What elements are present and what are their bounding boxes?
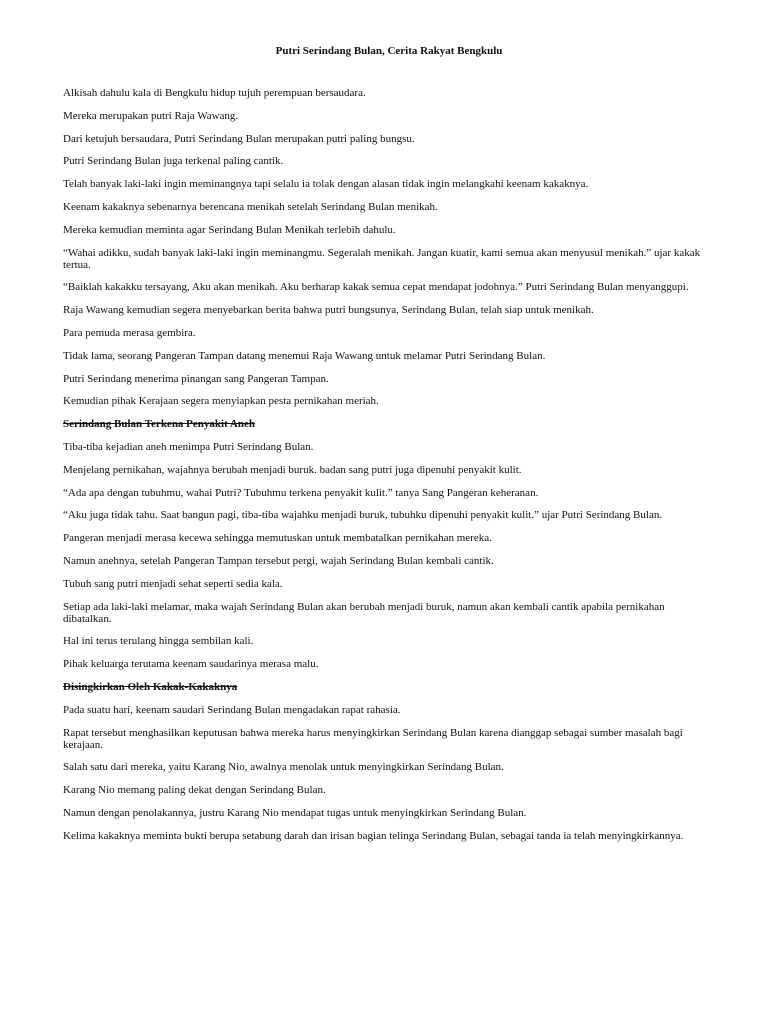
document-title: Putri Serindang Bulan, Cerita Rakyat Bengkulu: [275, 45, 503, 57]
paragraph: Mereka merupakan putri Raja Wawang.: [63, 109, 239, 122]
paragraph: “Ada apa dengan tubuhmu, wahai Putri? Tubuhmu terkena penyakit kulit.” tanya Sang Pangeran keheranan.: [63, 486, 539, 499]
paragraph: Pada suatu hari, keenam saudari Serindang Bulan mengadakan rapat rahasia.: [63, 703, 401, 716]
paragraph: Tubuh sang putri menjadi sehat seperti sedia kala.: [63, 577, 283, 590]
paragraph: Hal ini terus terulang hingga sembilan kali.: [63, 635, 254, 648]
paragraph: Namun anehnya, setelah Pangeran Tampan tersebut pergi, wajah Serindang Bulan kembali cantik.: [63, 554, 494, 567]
paragraph: Raja Wawang kemudian segera menyebarkan berita bahwa putri bungsunya, Serindang Bulan, telah siap untuk menikah.: [63, 304, 594, 317]
paragraph: Keenam kakaknya sebenarnya berencana menikah setelah Serindang Bulan menikah.: [63, 200, 438, 213]
paragraph: “Baiklah kakakku tersayang, Aku akan menikah. Aku berharap kakak semua cepat mendapat jodohnya.” Putri Serindang Bulan menyanggupi.: [63, 281, 689, 294]
paragraph: Tidak lama, seorang Pangeran Tampan datang menemui Raja Wawang untuk melamar Putri Serindang Bulan.: [63, 349, 546, 362]
document-body: [63, 87, 715, 842]
document-page: [63, 44, 715, 853]
paragraph: Salah satu dari mereka, yaitu Karang Nio, awalnya menolak untuk menyingkirkan Serindang Bulan.: [63, 761, 504, 774]
paragraph: Mereka kemudian meminta agar Serindang Bulan Menikah terlebih dahulu.: [63, 223, 396, 236]
paragraph: Para pemuda merasa gembira.: [63, 326, 196, 339]
paragraph: Putri Serindang menerima pinangan sang Pangeran Tampan.: [63, 372, 329, 385]
paragraph: Putri Serindang Bulan juga terkenal paling cantik.: [63, 155, 284, 168]
paragraph: Setiap ada laki-laki melamar, maka wajah Serindang Bulan akan berubah menjadi buruk, namun akan kembali cantik apabila pernikahan dibatalkan.: [63, 600, 665, 625]
paragraph: Kelima kakaknya meminta bukti berupa setabung darah dan irisan bagian telinga Serindang Bulan, sebagai tanda ia telah menyingkirkannya.: [63, 829, 684, 842]
paragraph: Kemudian pihak Kerajaan segera menyiapkan pesta pernikahan meriah.: [63, 395, 379, 408]
paragraph: Rapat tersebut menghasilkan keputusan bahwa mereka harus menyingkirkan Serindang Bulan karena dianggap sebagai sumber masalah bagi kerajaan.: [63, 726, 683, 751]
paragraph: Telah banyak laki-laki ingin meminangnya tapi selalu ia tolak dengan alasan tidak ingin melangkahi keenam kakaknya.: [63, 178, 589, 191]
section-heading: Disingkirkan Oleh Kakak-Kakaknya: [63, 680, 238, 693]
paragraph: Menjelang pernikahan, wajahnya berubah menjadi buruk. badan sang putri juga dipenuhi penyakit kulit.: [63, 463, 522, 476]
paragraph: Tiba-tiba kejadian aneh menimpa Putri Serindang Bulan.: [63, 440, 314, 453]
paragraph: Dari ketujuh bersaudara, Putri Serindang Bulan merupakan putri paling bungsu.: [63, 132, 415, 145]
paragraph: “Wahai adikku, sudah banyak laki-laki ingin meminangmu. Segeralah menikah. Jangan kuatir, kami semua akan menyusul menikah.” ujar kakak tertua.: [63, 246, 701, 271]
section-heading: Serindang Bulan Terkena Penyakit Aneh: [63, 418, 255, 431]
paragraph: Pangeran menjadi merasa kecewa sehingga memutuskan untuk membatalkan pernikahan mereka.: [63, 532, 492, 545]
paragraph: Alkisah dahulu kala di Bengkulu hidup tujuh perempuan bersaudara.: [63, 87, 366, 99]
paragraph: “Aku juga tidak tahu. Saat bangun pagi, tiba-tiba wajahku menjadi buruk, tubuhku dipenuhi penyakit kulit.” ujar Putri Serindang Bulan.: [63, 509, 663, 522]
paragraph: Karang Nio memang paling dekat dengan Serindang Bulan.: [63, 784, 326, 797]
paragraph: Pihak keluarga terutama keenam saudarinya merasa malu.: [63, 658, 319, 671]
paragraph: Namun dengan penolakannya, justru Karang Nio mendapat tugas untuk menyingkirkan Serindang Bulan.: [63, 806, 527, 819]
